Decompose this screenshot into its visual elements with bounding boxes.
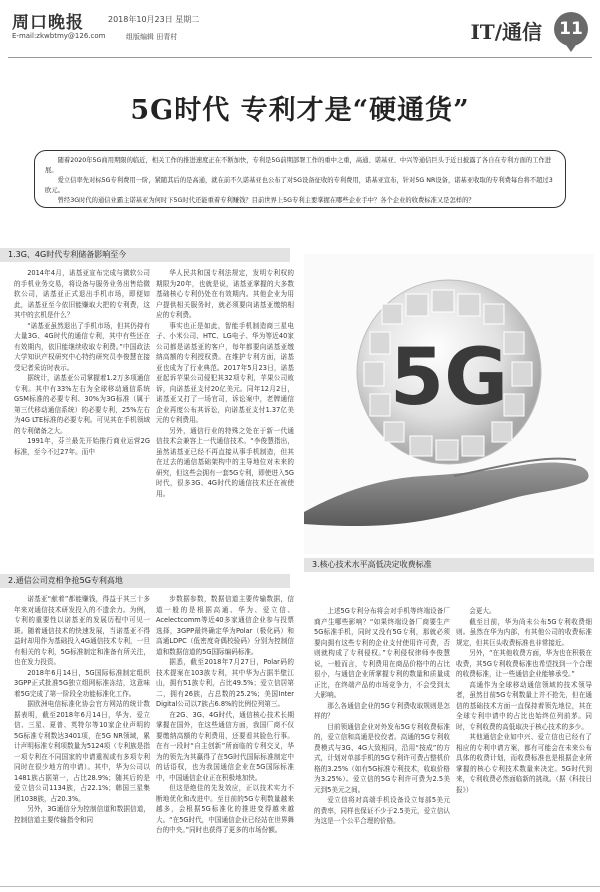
article-column-4: [156, 594, 294, 886]
paragraph: 步数据参数，数据信道主要传输数据，信道一般的是根据高通、华为、爱立信、Acelectcomm等近40多家通信企业参与投票选择，3GPP最终确定华为Polar（极化码）和高通LDPC（低密度奇偶校验码）分别为控制信道和数据信道的5G国际编码标准。: [156, 595, 294, 656]
paragraph: 另外，“在其他收费方面，华为也在积极在收费，其5G专利收费标准也希望找到一个合理的收费标准，让一些通信企业能够承受。”: [456, 649, 592, 678]
paragraph: 但这是绝佳的先发效应，正以技术实力不断地优化和改进中。至目前的5G专利数量越来越多，会根据5G标准化的推进变得越来越大。“在5G时代，中国通信企业已经站在世界舞台的中央。”同时也获得了更多的市场份额。: [156, 784, 294, 834]
article-column-5: [314, 606, 450, 888]
paragraph: 在2G、3G、4G时代，通信核心技术长期掌握在国外，在这些通信方面，我国厂商不仅要缴纳高额的专利费用，还要看其脸色行事。在有一段时“自主创新”所面临的专利交叉，华为的领先为其赢得了在5G时代国际标准制定中的话语权，也为我国通信企业在5G国际标准中，中国通信企业正在积极地加快。: [156, 710, 294, 782]
bottom-rule: [0, 886, 600, 887]
paragraph: 据统计，诺基亚公司掌握着1.2万多项通信专利。其中有33%左右为全球移动通信系统GSM标准的必要专利、30%为3G标准（属于第三代移动通信系统）的必要专利，25%左右为4G LTE标准的必要专利。可见其在手机领域的专利储备之大。: [14, 374, 150, 435]
paragraph: 截至目前，华为尚未公布5G专利收费细则。虽然在华为内部，有其他公司的收费标准规定，但其巨头收费标准也非常接近。: [456, 617, 592, 647]
masthead: [8, 6, 592, 58]
issue-date: 2018年10月23日 星期二: [108, 15, 200, 24]
paragraph: 目前领通信企业对外发布5G专利收费标准的，爱立信和高通是佼佼者。高通的5G专利收费模式与3G、4G大致相同，沿用“按成”的方式，计划对单部手机的5G专利许可费占整机价格的3.25%（如有5G标准专利技术，收取价格为3.25%）。爱立信的5G专利许可费为2.5美元到5美元之间。: [314, 722, 450, 794]
section-bar-1: 1.3G、4G时代专利储备影响至今: [0, 248, 290, 262]
paragraph: 另外，3G通信分为控制信道和数据信道，控制信道主要传输指令和同: [14, 805, 150, 824]
paragraph: 其他通信企业如中兴、爱立信也已经有了相应的专利申请方案，都有可能会在未来公布具体的收费计划，而收费标准也是根据企业所掌握的核心专利技术数量来决定。5G时代到来，专利收费必然面临新的挑战。（据《科技日报》）: [456, 733, 592, 794]
intro-paragraph: 曾经3G时代的通信业霸主诺基亚为何时下5G时代还能重着专利赚钱？目前世界上5G专利主要掌握在哪些企业手中？各个企业的收费标准又是怎样的？: [57, 197, 475, 204]
newspaper-logo: 周口晚报: [12, 13, 84, 33]
intro-paragraph: 随着2020年5G商用期限的临近，相关工作的推进速度正在不断加快，专利是5G前期部署工作的重中之重，高通、诺基亚、中兴等通信巨头于近日披露了各自在专利方面的工作进展。: [45, 157, 552, 174]
paragraph: 诺基亚“献着”都能赚钱，得益于其三十多年来对通信技术研发投入的不遗余力。为例，专利的重要性以诺基亚的发展历程中可见一斑。随着通信技术的快速发展，当诺基亚不得益时却用作为基础投入4G通信技术专利，一旦有相关的专利，5G标准制定和准备有所关注，也在发力投资。: [14, 595, 150, 666]
intro-paragraph: 爱立信率先对标5G专利费用一阶，紧随其后的是高通，就在前不久诺基亚也公布了对5G设备征收的专利费用，诺基亚宣布，针对5G NR设备，诺基亚收取的专利费每台将不超过3欧元。: [45, 177, 553, 194]
layout-editor: 组版编辑 田青村: [126, 33, 178, 41]
article-column-6: [456, 606, 592, 878]
paragraph: 爱立信将对高端手机设备设立每部5美元的费率，同样也保证不少于2.5美元，爱立信认为这是一个公平合理的价格。: [314, 796, 450, 825]
page-number-badge: 11: [554, 12, 588, 46]
paragraph: 会更大。: [469, 607, 496, 615]
main-headline: 5G时代 专利才是“硬通货”: [130, 95, 470, 126]
paragraph: “诺基亚虽然退出了手机市场，但其仍持有大量3G、4G时代的通信专利，其中有些还在有效期内，依旧能继续收取专利费。”中国政法大学知识产权研究中心特约研究员李俊慧在接受记者采访时表示。: [14, 321, 150, 372]
paragraph: 2018年6月14日，5G国际标准制定组织3GPP正式批准5G独立组网标准冻结，这意味着5G完成了第一阶段全功能标准化工作。: [14, 668, 150, 698]
section-title: IT/通信: [470, 20, 542, 44]
paragraph: 上述5G专利分布将会对手机等终端设备厂商产生哪些影响？“如果终端设备厂商要生产5G标准手机，同时又没有5G专利，那就必须要向拥有这些专利的企业支付使用许可费，否则就构成了专利侵权。”专利侵权律师李俊慧说，一般而言，专利费用在商品价格中的占比很小，与通信企业所掌握专利的数量和质量成正比，在终端产品的市场竞争力，不会受到太大影响。: [314, 607, 450, 699]
paragraph: 华人民共和国专利法规定，发明专利权的期限为20年，也就是说，诺基亚掌握的大多数基础核心专利仍处在有效期内。其他企业为用户提供相关服务时，就必须要向诺基亚缴纳相应的专利费。: [156, 269, 294, 319]
paragraph: 据悉，截至2018年7月27日，Polar码的技术提案在103族专利，其中华为占据半壁江山，拥有51族专利，占比49.5%；爱立信居第二，拥有26族，占总数的25.2%；美国Inter Digital公司以7族占6.8%的比例位列第三。: [156, 658, 294, 708]
article-column-3: [14, 594, 150, 886]
article-column-2: [156, 268, 294, 566]
paragraph: 事实也正是如此，智能手机制造商三星电子、小米公司、HTC、LG电子、华为等近40家公司都是诺基亚的客户，每年都要向诺基亚缴纳高额的专利授权费。在维护专利方面，诺基亚也成为了行业典范。2017年5月23日，诺基亚起诉苹果公司侵犯其32项专利，苹果公司败诉，向诺基亚支付20亿美元。同年12月2日，诺基亚又打了一场官司，诉讼案中，老牌通信企业再度公布其诉讼，向诺基亚支付1.37亿美元的专利费用。: [156, 321, 294, 424]
sphere-label: 5G: [389, 333, 509, 423]
paragraph: 1991年，芬兰最先开始推行商业运营2G标准，至今不过27年。而中: [14, 437, 150, 456]
paragraph: 那么各通信企业的5G专利费收取规则是怎样的？: [314, 701, 450, 720]
article-column-1: [14, 268, 150, 566]
intro-box: [34, 150, 566, 208]
paragraph: 2014年4月，诺基亚宣布完成与微软公司的手机业务交易，将设备与服务业务出售给微软公司，诺基亚正式退出手机市场，即便如此，诺基亚至今依旧能赚取大把的专利费，这其中的玄机是什么？: [14, 269, 150, 319]
5g-hand-sphere-photo: [304, 254, 594, 554]
paragraph: 另外，通信行业的特殊之处在于新一代通信技术会兼容上一代通信技术。“李俊慧指出，虽然诺基亚已经不再直接从事手机制造，但其在过去的通信基础架构中的主导地位对未来的研究，但这些会拥有一套5G专利，即使进入5G时代，很多3G、4G时代的通信技术还在被使用。: [156, 426, 294, 498]
hand-sphere-illustration: [304, 254, 594, 554]
contact-email: E-mail:zkwbtmy@126.com: [12, 32, 106, 40]
paragraph: 据欧洲电信标准化协会官方网站的统计数据表明，截至2018年6月14日，华为、爱立信、三星、夏普、英特尔等10家企业声明的5G标准专利数达3401项，在5G NR领域，累计声明标准专利项数量为5124项（专利族是指一项专利在不同国家的申请重视或有多项专利同时在很少地方的申请）。其中，华为公司以1481族占据第一，占比28.9%；随其后的是爱立信公司1134族，占22.1%；韩国三星集团1038族，占20.3%。: [14, 700, 150, 803]
section-bar-2: 2.通信公司竞相争抢5G专利高地: [0, 574, 290, 588]
paragraph: 高通作为全球移动通信领域的技术领导者，虽然目前5G专利数量上并不抢先，但在通信的基础技术方面一直保持着领先地位，其在全球专利申请中的占比也始终位列前茅。同时，专利收费的高低取决于核心技术的多少。: [456, 680, 592, 731]
section-bar-3: 3.核心技术水平高低决定收费标准: [304, 558, 594, 572]
